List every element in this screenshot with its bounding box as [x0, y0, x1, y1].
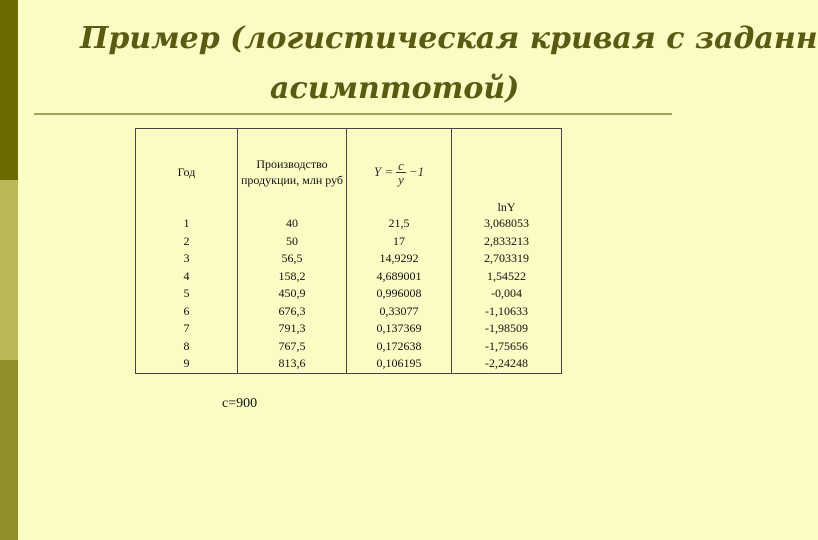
cell-prod: 50 [238, 233, 347, 251]
cell-year: 4 [136, 268, 238, 286]
formula-numerator: c [398, 157, 404, 173]
cell-prod: 56,5 [238, 250, 347, 268]
c-value-note: c=900 [222, 396, 258, 411]
header-lny: lnY [452, 129, 562, 216]
slide-title [40, 14, 818, 114]
table-row [136, 268, 562, 286]
left-accent-bar-top [0, 0, 18, 180]
cell-lnY: -1,10633 [452, 303, 562, 321]
cell-prod: 158,2 [238, 268, 347, 286]
left-accent-bar-bottom [0, 360, 18, 540]
title-underline [34, 113, 672, 115]
cell-lnY: 1,54522 [452, 268, 562, 286]
cell-Y: 17 [347, 233, 452, 251]
cell-lnY: -1,98509 [452, 320, 562, 338]
cell-Y: 0,33077 [347, 303, 452, 321]
cell-prod: 450,9 [238, 285, 347, 303]
cell-year: 5 [136, 285, 238, 303]
header-production: Производство продукции, млн руб [238, 129, 347, 216]
data-table [135, 128, 562, 374]
formula [374, 159, 424, 186]
cell-lnY: 3,068053 [452, 215, 562, 233]
formula-lhs: Y = [373, 164, 394, 179]
header-year: Год [136, 129, 238, 216]
cell-lnY: -2,24248 [452, 355, 562, 373]
cell-prod: 676,3 [238, 303, 347, 321]
left-accent-bar-middle [0, 180, 18, 360]
table-row [136, 250, 562, 268]
table-row [136, 355, 562, 373]
cell-Y: 0,137369 [347, 320, 452, 338]
cell-Y: 14,9292 [347, 250, 452, 268]
cell-Y: 0,996008 [347, 285, 452, 303]
table-row [136, 320, 562, 338]
table-row [136, 303, 562, 321]
cell-lnY: 2,833213 [452, 233, 562, 251]
cell-year: 9 [136, 355, 238, 373]
table-row [136, 215, 562, 233]
slide-title-line2: асимптотой) [270, 71, 520, 106]
table-row [136, 285, 562, 303]
table-header-row [136, 129, 562, 216]
cell-year: 7 [136, 320, 238, 338]
cell-Y: 0,106195 [347, 355, 452, 373]
cell-year: 8 [136, 338, 238, 356]
cell-prod: 40 [238, 215, 347, 233]
cell-prod: 767,5 [238, 338, 347, 356]
cell-lnY: -0,004 [452, 285, 562, 303]
cell-year: 2 [136, 233, 238, 251]
formula-denominator: y [398, 171, 404, 187]
cell-Y: 4,689001 [347, 268, 452, 286]
header-formula [347, 129, 452, 216]
cell-prod: 791,3 [238, 320, 347, 338]
cell-lnY: 2,703319 [452, 250, 562, 268]
formula-rhs: −1 [408, 164, 425, 179]
table-row [136, 233, 562, 251]
cell-lnY: -1,75656 [452, 338, 562, 356]
cell-prod: 813,6 [238, 355, 347, 373]
slide-title-line1: Пример (логистическая кривая с заданн [80, 21, 818, 56]
cell-year: 1 [136, 215, 238, 233]
table-row [136, 338, 562, 356]
cell-year: 3 [136, 250, 238, 268]
cell-year: 6 [136, 303, 238, 321]
cell-Y: 0,172638 [347, 338, 452, 356]
cell-Y: 21,5 [347, 215, 452, 233]
formula-fraction [396, 159, 406, 186]
